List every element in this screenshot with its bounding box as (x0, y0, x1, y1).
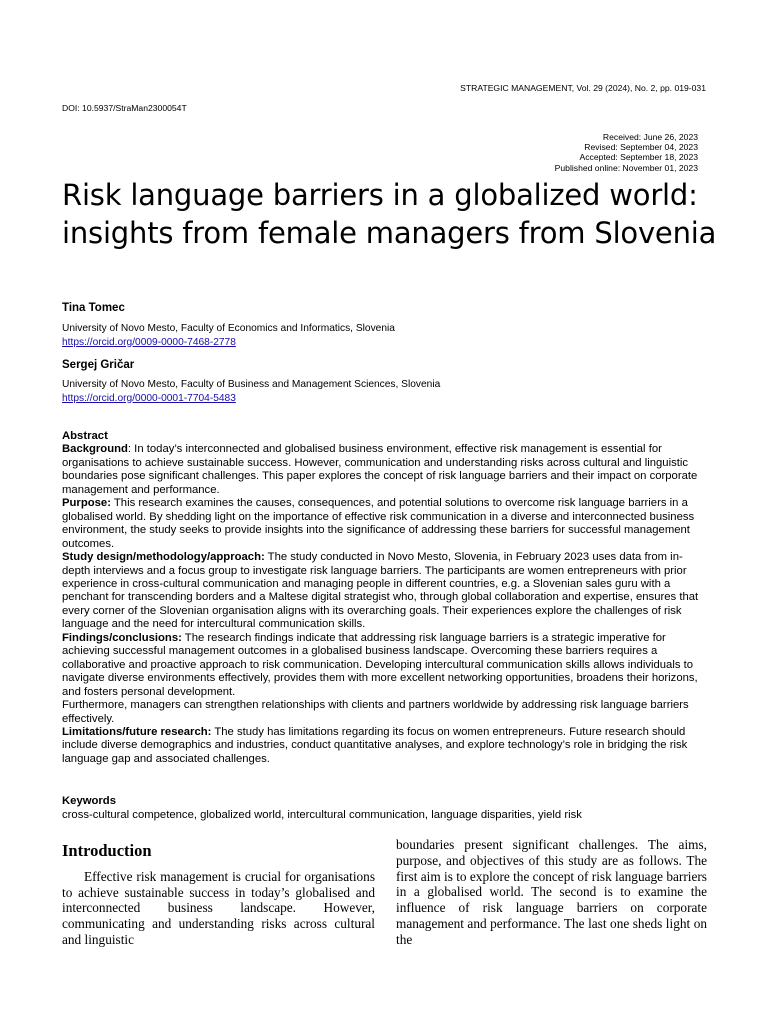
findings-text: The research findings indicate that addressing risk language barriers is a strategic imperative for achieving successful management outcomes in a globalised business landscape. Overcoming these barriers requires a collaborative and proactive approach to risk communication. Developing intercultural communication skills allows individuals to navigate diverse environments effectively, provides them with more excellent networking opportunities, broadens their horizons, and fosters personal development. (62, 631, 698, 698)
abstract-background (62, 443, 710, 497)
introduction-paragraph: Effective risk management is crucial for organisations to achieve sustainable success in today’s globalised and interconnected business landscape. However, communicating and understanding risks across cultural and linguistic (62, 868, 375, 947)
received-date: Received: June 26, 2023 (602, 132, 698, 142)
abstract-limitations (62, 726, 710, 766)
abstract-findings-continued: Furthermore, managers can strengthen relationships with clients and partners worldwide by addressing risk language barriers effectively. (62, 699, 689, 725)
background-text: : In today’s interconnected and globalised business environment, effective risk management is essential for organisations to achieve sustainable success. However, communication and understanding risks across cultural and linguistic boundaries pose significant challenges. This paper explores the concept of risk language barriers and their impact on corporate management and performance. (62, 443, 698, 496)
background-label: Background (62, 443, 128, 456)
introduction-heading: Introduction (62, 841, 152, 860)
abstract-heading: Abstract (62, 430, 108, 442)
journal-header: STRATEGIC MANAGEMENT, Vol. 29 (2024), No. 2, pp. 019-031 (460, 83, 706, 93)
affiliation-text: University of Novo Mesto, Faculty of Business and Management Sciences, Slovenia (62, 379, 441, 390)
abstract-findings (62, 632, 710, 699)
author-affiliation (62, 322, 395, 349)
orcid-link[interactable]: https://orcid.org/0009-0000-7468-2778 (62, 336, 236, 348)
limitations-label: Limitations/future research: (62, 725, 212, 738)
orcid-link[interactable]: https://orcid.org/0000-0001-7704-5483 (62, 392, 236, 404)
author-affiliation (62, 378, 440, 405)
doi: DOI: 10.5937/StraMan2300054T (62, 103, 187, 113)
abstract-section (62, 430, 710, 766)
paper-title: Risk language barriers in a globalized world: insights from female managers from Slovenia (62, 178, 717, 250)
findings-label: Findings/conclusions: (62, 631, 182, 644)
keywords-section (62, 795, 710, 822)
affiliation-text: University of Novo Mesto, Faculty of Economics and Informatics, Slovenia (62, 323, 395, 334)
article-dates (555, 132, 698, 173)
revised-date: Revised: September 04, 2023 (584, 142, 698, 153)
accepted-date: Accepted: September 18, 2023 (579, 152, 698, 163)
abstract-purpose (62, 497, 710, 551)
published-date: Published online: November 01, 2023 (554, 162, 698, 173)
keywords-heading: Keywords (62, 795, 116, 807)
purpose-label: Purpose: (62, 497, 111, 510)
introduction-right-column (396, 837, 707, 948)
purpose-text: This research examines the causes, consequences, and potential solutions to overcome risk language barriers in a globalised world. By shedding light on the importance of effective risk communication in a diverse and interconnected business environment, the study seeks to provide insights into the significance of addressing these barriers for successful management outcomes. (62, 497, 695, 550)
design-text: The study conducted in Novo Mesto, Slovenia, in February 2023 uses data from in-depth interviews and a focus group to investigate risk language barriers. The participants are women entrepreneurs with prior experience in cross-cultural communication and managing people in different countries, e.g. a Slovenian sales guru with a penchant for transcending borders and a Maltese digital strategist who, through global collaboration and expertise, ensures that every corner of the Slovenian organisation aligns with its overarching goals. Their experiences explore the challenges of risk language and the need for intercultural communication skills. (62, 551, 699, 631)
abstract-design (62, 551, 710, 632)
keywords-text: cross-cultural competence, globalized world, intercultural communication, language disparities, yield risk (62, 808, 582, 821)
introduction-left-column (62, 843, 375, 948)
limitations-text: The study has limitations regarding its focus on women entrepreneurs. Future research should include diverse demographics and industries, conduct quantitative analyses, and explore technology’s role in bridging the risk language gap and associated challenges. (62, 725, 688, 765)
introduction-paragraph-continued: boundaries present significant challenges. The aims, purpose, and objectives of this study are as follows. The first aim is to explore the concept of risk language barriers in a globalised world. The second is to examine the influence of risk language barriers on corporate management and performance. The last one sheds light on the (396, 837, 707, 947)
author-name: Tina Tomec (62, 302, 125, 314)
design-label: Study design/methodology/approach: (62, 551, 265, 564)
author-name: Sergej Gričar (62, 359, 135, 371)
